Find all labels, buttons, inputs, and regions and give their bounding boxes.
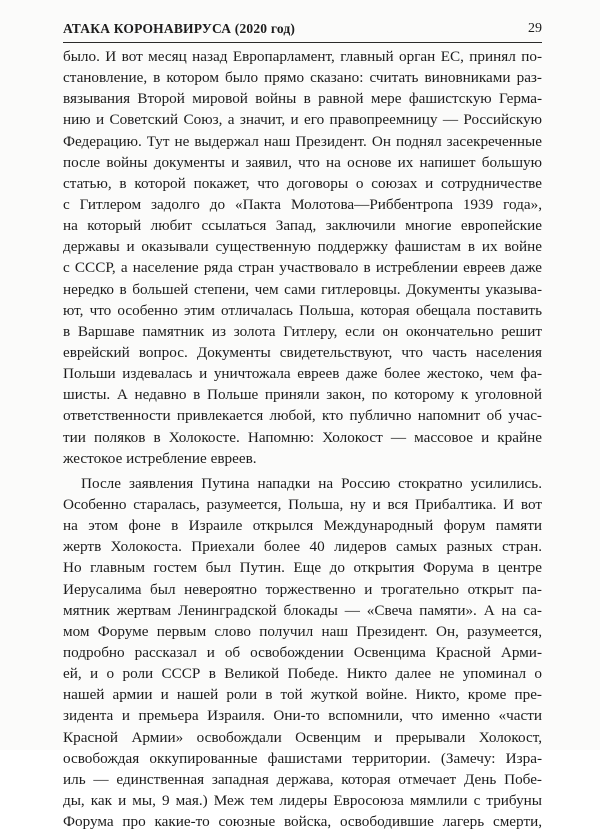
text-line: иль — единственная западная держава, которая отмечает День Побе-: [63, 770, 542, 788]
text-line: После заявления Путина нападки на Россию стократно усилились.: [81, 474, 542, 492]
text-line: тии поляков в Холокосте. Напомню: Холокост — массовое и крайне: [63, 428, 542, 446]
text-line: в Варшаве памятник из золота Гитлеру, если он окончательно решит: [63, 322, 542, 340]
text-line: на этом фоне в Израиле открылся Международный форум памяти: [63, 517, 542, 535]
text-line: Федерацию. Тут не выдержал наш Президент. Он поднял засекреченные: [63, 132, 542, 150]
text-line: подробно рассказал и об освобождении Освенцима Красной Арми-: [63, 643, 542, 661]
text-line: нередко в большей степени, чем сами гитлеровцы. Документы указыва-: [63, 280, 542, 298]
text-line: на который любит ссылаться Запад, заключили многие европейские: [63, 217, 542, 235]
text-line: Особенно старалась, разумеется, Польша, ну и вся Прибалтика. И вот: [63, 495, 542, 513]
text-line: становление, в котором было прямо сказано: считать виновниками раз-: [63, 69, 542, 87]
page-number: 29: [528, 21, 542, 36]
text-line: с СССР, а население ряда стран участвовало в истреблении евреев даже: [63, 259, 542, 277]
text-line: ей, и о роли СССР в Великой Победе. Никто далее не упоминал о: [63, 665, 542, 683]
text-line: после войны документы и заявил, что на основе их напишет большую: [63, 153, 542, 171]
text-line: ответственности привлекается любой, кто публично напомнит об учас-: [63, 407, 542, 425]
text-line: жестокое истребление евреев.: [63, 449, 257, 467]
text-line: ют, что особенно этим отличалась Польша, которая обещала поставить: [63, 301, 542, 319]
text-line: вязывания Второй мировой войны в равной мере фашистскую Герма-: [63, 90, 542, 108]
text-line: нию и Советский Союз, а значит, и его правопреемницу — Российскую: [63, 111, 542, 129]
text-line: статью, в которой покажет, что договоры о союзах и сотрудничестве: [63, 174, 542, 192]
text-line: зидента и премьера Израиля. Они-то вспомнили, что именно «части: [63, 707, 542, 725]
text-line: нашей армии и нашей роли в той жуткой войне. Никто, кроме пре-: [63, 686, 542, 704]
text-line: мом Форуме первым слово получил наш Президент. Он, разумеется,: [63, 622, 542, 640]
paragraph-2: [63, 473, 542, 832]
text-line: освобождая оккупированные фашистами территории. (Замечу: Изра-: [63, 749, 542, 767]
text-line: Иерусалима был невероятно торжественно и трогательно открыт па-: [63, 580, 542, 598]
text-line: мятник жертвам Ленинградской блокады — «Свеча памяти». А на са-: [63, 601, 542, 619]
text-line: Но главным гостем был Путин. Еще до открытия Форума в центре: [63, 559, 542, 577]
text-line: жертв Холокоста. Приехали более 40 лидеров самых разных стран.: [63, 538, 542, 556]
running-head: [63, 20, 542, 43]
text-line: Форума про какие-то союзные войска, освободившие лагерь смерти,: [63, 813, 542, 831]
running-head-title: АТАКА КОРОНАВИРУСА (2020 год): [63, 21, 296, 36]
paragraph-1: [63, 46, 542, 469]
body-text: [63, 46, 542, 832]
text-line: Красной Армии» освобождали Освенцим и прерывали Холокост,: [63, 728, 542, 746]
text-line: ды, как и мы, 9 мая.) Меж тем лидеры Евросоюза мямлили с трибуны: [63, 791, 542, 809]
text-line: было. И вот месяц назад Европарламент, главный орган ЕС, принял по-: [63, 48, 542, 65]
text-line: еврейский вопрос. Документы свидетельствуют, что часть населения: [63, 343, 542, 361]
text-line: державы и оказывали существенную поддержку фашистам в их войне: [63, 238, 542, 256]
text-line: с Гитлером задолго до «Пакта Молотова—Риббентропа 1939 года»,: [63, 195, 542, 213]
text-line: Польши издевалась и уничтожала евреев даже более жестоко, чем фа-: [63, 365, 542, 383]
text-line: шисты. А недавно в Польше приняли закон, по которому к уголовной: [63, 386, 542, 404]
